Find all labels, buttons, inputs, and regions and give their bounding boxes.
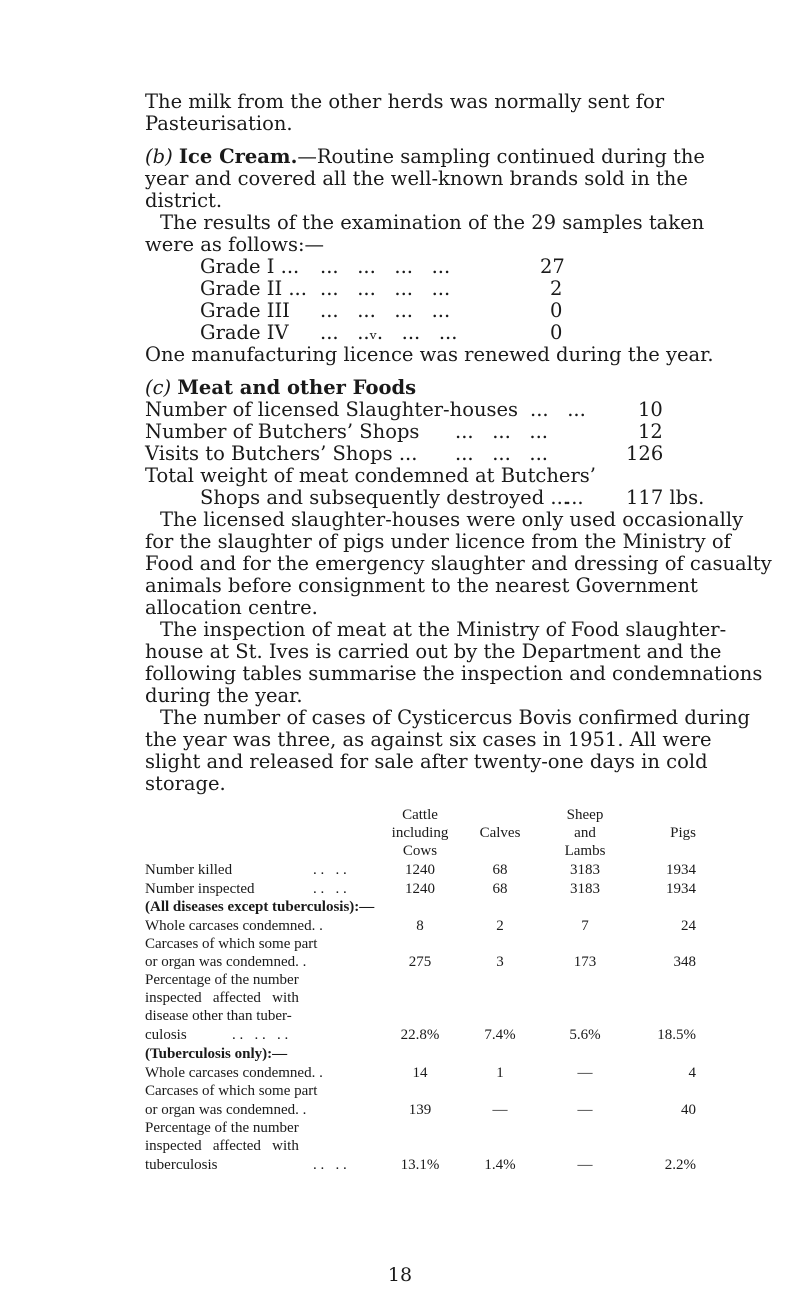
grade-dots: ... ... ... ... <box>320 255 451 278</box>
intro-line-2: Pasteurisation. <box>145 112 293 135</box>
meat-stat-dots: ... ... ... <box>455 442 548 465</box>
grade-value: 27 <box>540 255 565 278</box>
row-label: inspected affected with <box>145 990 299 1006</box>
para2-line: during the year. <box>145 684 303 707</box>
col-header-sheep-1: Sheep <box>566 807 604 823</box>
cell: 40 <box>681 1102 696 1118</box>
para2-line: house at St. Ives is carried out by the Department and the <box>145 640 722 663</box>
row-dots: . . . . . . <box>232 1027 289 1043</box>
row-dots: . . . . <box>313 881 347 897</box>
meat-stat-dots: ... ... <box>530 398 586 421</box>
cell: 68 <box>492 862 508 878</box>
grade-label: Grade I ... <box>200 255 300 278</box>
total-line-1: Total weight of meat condemned at Butchers’ <box>145 464 596 487</box>
para3-line: slight and released for sale after twenty-one days in cold <box>145 750 708 773</box>
cell: 68 <box>492 881 508 897</box>
meat-stat-label: Visits to Butchers’ Shops ... <box>145 442 418 465</box>
total-label: Shops and subsequently destroyed ... <box>200 486 569 509</box>
grade-value: 2 <box>550 277 563 300</box>
row-label: Percentage of the number <box>145 972 299 988</box>
row-label: Whole carcases condemned. . <box>145 918 323 934</box>
para1-line: Food and for the emergency slaughter and dressing of casualty <box>145 552 772 575</box>
grade-value: 0 <box>550 321 563 344</box>
para3-line: storage. <box>145 772 226 795</box>
cell: — <box>577 1102 593 1118</box>
cell: 3183 <box>570 862 600 878</box>
cell: 7 <box>581 918 589 934</box>
intro-line-1: The milk from the other herds was normally sent for <box>145 90 665 113</box>
cell: 13.1% <box>400 1157 440 1173</box>
cell: 1.4% <box>484 1157 516 1173</box>
cell: 1 <box>496 1065 504 1081</box>
cell: — <box>577 1157 593 1173</box>
row-label: Whole carcases condemned. . <box>145 1065 323 1081</box>
cell: 5.6% <box>569 1027 601 1043</box>
meat-stat-value: 10 <box>638 398 663 421</box>
cell: 3183 <box>570 881 600 897</box>
row-label: inspected affected with <box>145 1138 299 1154</box>
grade-dots: ... ... ... ... <box>320 277 451 300</box>
ice-cream-line-3: district. <box>145 189 223 212</box>
meat-stat-value: 12 <box>638 420 663 443</box>
grade-dots: ... ..ᵥ. ... ... <box>320 321 458 344</box>
row-label: Carcases of which some part <box>145 1083 318 1099</box>
para1-line: animals before consignment to the nearest Government <box>145 574 698 597</box>
cell: 8 <box>416 918 424 934</box>
para3-line: The number of cases of Cysticercus Bovis confirmed during <box>160 706 750 729</box>
total-value: 117 lbs. <box>626 486 705 509</box>
row-label: or organ was condemned. . <box>145 1102 307 1118</box>
results-line-1: The results of the examination of the 29 samples taken <box>160 211 705 234</box>
row-dots: . . . . <box>313 1157 347 1173</box>
page-number: 18 <box>387 1264 413 1286</box>
cell: 139 <box>408 1102 432 1118</box>
cell: 24 <box>681 918 696 934</box>
row-label: or organ was condemned. . <box>145 954 307 970</box>
meat-stat-label: Number of licensed Slaughter-houses <box>145 398 519 421</box>
cell: 4 <box>688 1065 696 1081</box>
row-label: Carcases of which some part <box>145 936 318 952</box>
col-header-cattle-2: including <box>391 825 449 841</box>
meat-stat-dots: ... ... ... <box>455 420 548 443</box>
cell: 22.8% <box>400 1027 440 1043</box>
cell: 348 <box>673 954 696 970</box>
para2-line: The inspection of meat at the Ministry of Food slaughter- <box>160 618 727 641</box>
col-header-calves: Calves <box>479 825 521 841</box>
ice-cream-line-2: year and covered all the well-known brands sold in the <box>145 167 688 190</box>
row-label: disease other than tuber- <box>145 1008 292 1024</box>
grade-label: Grade III <box>200 299 290 322</box>
para1-line: The licensed slaughter-houses were only used occasionally <box>160 508 744 531</box>
col-header-cattle-1: Cattle <box>402 807 438 823</box>
para3-line: the year was three, as against six cases in 1951. All were <box>145 728 712 751</box>
row-label: Percentage of the number <box>145 1120 299 1136</box>
grade-dots: ... ... ... ... <box>320 299 451 322</box>
meat-label: (c) <box>145 376 172 399</box>
row-label: Number killed <box>145 862 233 878</box>
results-line-2: were as follows:— <box>145 233 325 256</box>
col-header-sheep-3: Lambs <box>564 843 606 859</box>
cell: 7.4% <box>484 1027 516 1043</box>
cell: 1934 <box>666 881 696 897</box>
row-dots: . . . . <box>313 862 347 878</box>
section-tuberculosis: (Tuberculosis only):— <box>145 1046 288 1062</box>
ice-cream-label: (b) <box>145 145 173 168</box>
grade-label: Grade IV <box>200 321 289 344</box>
cell: 1240 <box>405 862 435 878</box>
row-label: culosis <box>145 1027 187 1043</box>
cell: 275 <box>408 954 432 970</box>
para1-line: for the slaughter of pigs under licence from the Ministry of <box>145 530 731 553</box>
cell: 1934 <box>666 862 696 878</box>
grade-label: Grade II ... <box>200 277 307 300</box>
cell: 173 <box>573 954 597 970</box>
col-header-sheep-2: and <box>574 825 596 841</box>
cell: 2 <box>496 918 504 934</box>
licence-line: One manufacturing licence was renewed during the year. <box>145 343 714 366</box>
meat-stat-value: 126 <box>626 442 664 465</box>
meat-heading: Meat and other Foods <box>177 376 417 399</box>
row-label: tuberculosis <box>145 1157 218 1173</box>
para1-line: allocation centre. <box>145 596 318 619</box>
col-header-pigs: Pigs <box>670 825 696 841</box>
para2-line: following tables summarise the inspection and condemnations <box>145 662 763 685</box>
cell: 14 <box>412 1065 428 1081</box>
cell: — <box>492 1102 508 1118</box>
cell: 3 <box>496 954 504 970</box>
col-header-cattle-3: Cows <box>402 843 438 859</box>
grade-value: 0 <box>550 299 563 322</box>
row-label: Number inspected <box>145 881 255 897</box>
meat-heading-line <box>145 378 416 398</box>
cell: 1240 <box>405 881 435 897</box>
ice-cream-line-1-rest: —Routine sampling continued during the <box>297 145 705 168</box>
ice-cream-heading: Ice Cream. <box>178 145 298 168</box>
section-all-diseases: (All diseases except tuberculosis):— <box>145 899 375 915</box>
total-dots: ... <box>565 486 584 509</box>
cell: — <box>577 1065 593 1081</box>
cell: 2.2% <box>664 1157 696 1173</box>
ice-cream-line-1 <box>145 145 705 168</box>
meat-stat-label: Number of Butchers’ Shops <box>145 420 420 443</box>
cell: 18.5% <box>657 1027 696 1043</box>
